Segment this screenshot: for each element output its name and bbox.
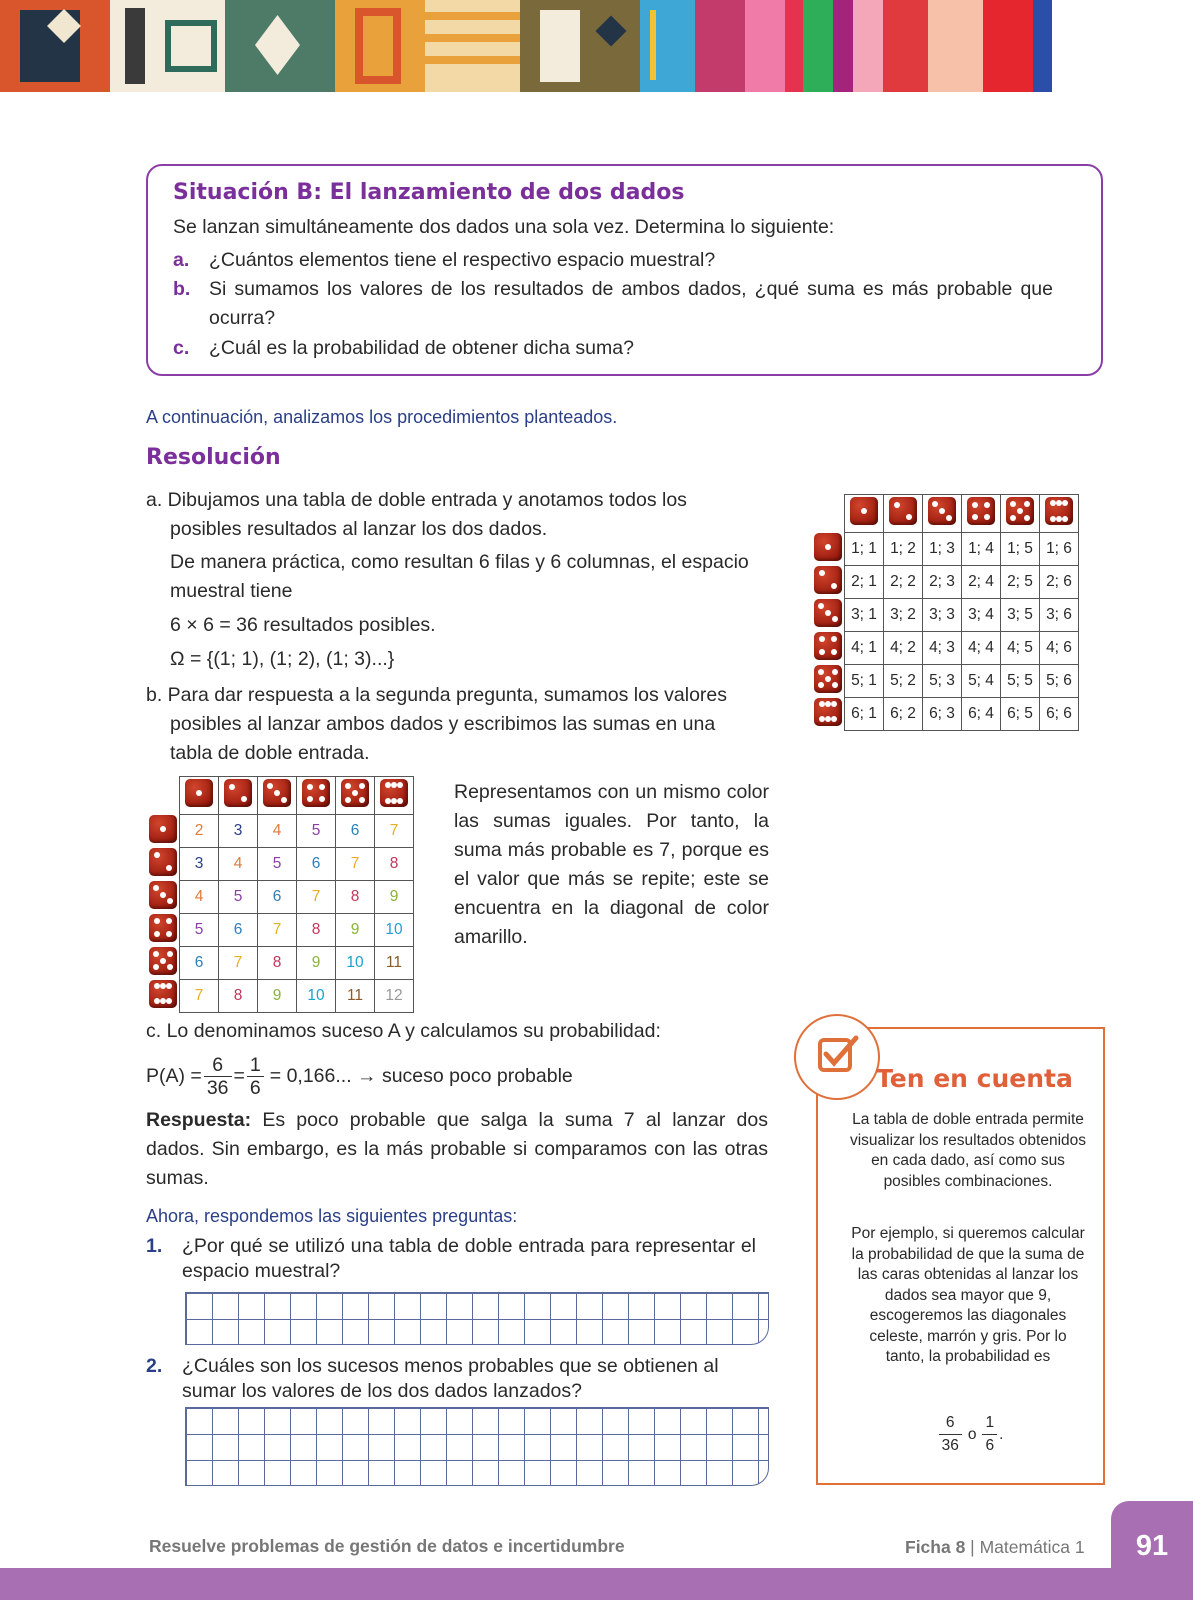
table-cell: 8 [219,980,258,1013]
die-face-1-icon [850,497,878,525]
table-cell: 6 [219,914,258,947]
die-face-4-icon [967,497,995,525]
table-cell: 7 [219,947,258,980]
table-cell: 6; 4 [962,698,1001,731]
die-face-4-icon [149,914,177,942]
ficha-label: Ficha 8 [905,1537,966,1557]
table-cell: 6; 2 [884,698,923,731]
period: . [999,1425,1004,1443]
page-number: 91 [1135,1530,1169,1562]
table-cell: 2; 3 [923,566,962,599]
question-text: ¿Cuáles son los sucesos menos probables que se obtienen al sumar los valores de los dos dados lanzados? [182,1355,719,1402]
table-cell: 9 [258,980,297,1013]
table-row [812,698,1079,731]
die-face-6-icon [1045,497,1073,525]
table-row [147,980,414,1013]
numerator: 1 [247,1054,264,1077]
table-cell: 6; 5 [1001,698,1040,731]
row-header [147,947,180,980]
table-cell: 3; 1 [845,599,884,632]
resolution-a-formula: 6 × 6 = 36 resultados posibles. [170,614,436,636]
item-marker: b. [173,278,191,300]
outcomes-table [812,494,1079,731]
table-cell: 3; 5 [1001,599,1040,632]
column-header [180,777,219,815]
table-cell: 5; 3 [923,665,962,698]
table-row [812,632,1079,665]
die-face-6-icon [814,698,842,726]
item-text: ¿Cuál es la probabilidad de obtener dicha suma? [209,337,634,359]
table-corner [812,495,845,533]
table-cell: 6 [258,881,297,914]
table-row [147,914,414,947]
table-cell: 3 [180,848,219,881]
formula-rest: = 0,166... → suceso poco probable [269,1065,573,1087]
table-cell: 6 [180,947,219,980]
table-cell: 5; 6 [1040,665,1079,698]
table-cell: 6; 3 [923,698,962,731]
column-header [219,777,258,815]
fraction-1-6 [247,1054,264,1099]
table-cell: 10 [375,914,414,947]
resolution-title: Resolución [146,445,281,470]
table-cell: 2; 4 [962,566,1001,599]
die-face-1-icon [185,779,213,807]
question-marker: 2. [146,1355,163,1377]
table-cell: 6; 6 [1040,698,1079,731]
table-cell: 1; 2 [884,533,923,566]
die-face-6-icon [380,779,408,807]
table-row [812,533,1079,566]
column-header [923,495,962,533]
table-cell: 1; 6 [1040,533,1079,566]
column-header [845,495,884,533]
table-row [812,599,1079,632]
table-cell: 4; 5 [1001,632,1040,665]
situation-item-b [173,275,1053,333]
column-header [1040,495,1079,533]
table-cell: 4; 3 [923,632,962,665]
table-cell: 5 [297,815,336,848]
resolution-a-text [146,486,756,544]
answer-area-1[interactable] [185,1292,769,1345]
resolution-a-paragraph: a. Dibujamos una tabla de doble entrada y anotamos todos los posibles resultados al lanzar los dos dados. [146,489,687,540]
table-cell: 5 [180,914,219,947]
decorative-banner [0,0,1193,92]
table-cell: 7 [375,815,414,848]
item-text: ¿Cuántos elementos tiene el respectivo espacio muestral? [209,249,716,271]
textile-pattern [335,0,425,92]
formula-eq: = [233,1065,245,1087]
sums-explanation: Representamos con un mismo color las sumas iguales. Por tanto, la suma más probable es 7, porque es el valor que más se repite; este se encuentra en la diagonal de color amarillo. [454,781,769,948]
table-cell: 4; 2 [884,632,923,665]
table-cell: 10 [297,980,336,1013]
column-header [1001,495,1040,533]
footer-bar [0,1568,1193,1600]
answer-text: Es poco probable que salga la suma 7 al lanzar dos dados. Sin embargo, es la más probable si comparamos con las otras sumas. [146,1109,768,1189]
or-word: o [967,1425,977,1443]
answer-paragraph [146,1106,768,1193]
table-cell: 5; 5 [1001,665,1040,698]
table-cell: 3; 3 [923,599,962,632]
footer-ficha [905,1537,1085,1558]
question-marker: 1. [146,1235,163,1257]
table-cell: 7 [258,914,297,947]
table-cell: 6; 1 [845,698,884,731]
table-cell: 4; 1 [845,632,884,665]
checklist-icon [794,1014,880,1100]
table-row [147,815,414,848]
question-text: ¿Por qué se utilizó una tabla de doble entrada para representar el espacio muestral? [182,1235,756,1282]
table-cell: 1; 3 [923,533,962,566]
numerator: 6 [204,1054,232,1077]
situation-item-c [173,334,1053,363]
table-cell: 2; 2 [884,566,923,599]
table-cell: 7 [336,848,375,881]
table-cell: 3; 2 [884,599,923,632]
row-header [812,632,845,665]
row-header [812,698,845,731]
answer-area-2[interactable] [185,1407,769,1486]
textile-pattern [520,0,640,92]
table-cell: 3; 6 [1040,599,1079,632]
column-header [258,777,297,815]
table-cell: 8 [375,848,414,881]
die-face-3-icon [814,599,842,627]
resolution-a-text2: De manera práctica, como resultan 6 filas y 6 columnas, el espacio muestral tiene [170,551,749,602]
denominator: 6 [249,1077,261,1099]
row-header [812,566,845,599]
table-cell: 9 [336,914,375,947]
item-marker: c. [173,337,190,359]
column-header [375,777,414,815]
table-row [147,881,414,914]
table-row [812,566,1079,599]
textile-pattern [0,0,110,92]
table-cell: 4; 4 [962,632,1001,665]
footer-competency: Resuelve problemas de gestión de datos e incertidumbre [149,1536,625,1556]
table-cell: 8 [297,914,336,947]
situation-intro: Se lanzan simultáneamente dos dados una sola vez. Determina lo siguiente: [173,216,835,238]
table-cell: 12 [375,980,414,1013]
die-face-4-icon [814,632,842,660]
die-face-2-icon [224,779,252,807]
table-cell: 2 [180,815,219,848]
footer-separator: | [965,1537,980,1557]
numerator: 6 [939,1412,962,1435]
probability-formula [146,1054,573,1099]
table-cell: 1; 5 [1001,533,1040,566]
die-face-5-icon [1006,497,1034,525]
table-cell: 8 [258,947,297,980]
table-cell: 9 [297,947,336,980]
denominator: 6 [985,1437,995,1454]
die-face-1-icon [814,533,842,561]
question-2 [146,1354,768,1404]
denominator: 36 [941,1437,959,1454]
table-cell: 5; 1 [845,665,884,698]
table-cell: 4 [219,848,258,881]
column-header [297,777,336,815]
textile-pattern [225,0,335,92]
die-face-5-icon [341,779,369,807]
row-header [147,881,180,914]
column-header [962,495,1001,533]
table-cell: 11 [336,980,375,1013]
table-cell: 11 [375,947,414,980]
formula-lhs: P(A) = [146,1065,202,1087]
die-face-3-icon [263,779,291,807]
denominator: 36 [206,1077,229,1099]
die-face-2-icon [814,566,842,594]
resolution-c-text: c. Lo denominamos suceso A y calculamos su probabilidad: [146,1020,661,1042]
die-face-1-icon [149,815,177,843]
table-cell: 5; 4 [962,665,1001,698]
footer-subject: Matemática 1 [979,1537,1085,1557]
table-cell: 5 [219,881,258,914]
table-cell: 2; 6 [1040,566,1079,599]
item-marker: a. [173,249,190,271]
ten-en-cuenta-fractions [920,1412,1020,1457]
table-row [812,665,1079,698]
fraction-1-6 [982,1412,997,1457]
situation-title: Situación B: El lanzamiento de dos dados [173,180,685,205]
row-header [147,815,180,848]
textile-pattern [640,0,695,92]
resolution-b-text [146,681,756,768]
row-header [147,980,180,1013]
table-corner [147,777,180,815]
questions-title: Ahora, respondemos las siguientes preguntas: [146,1206,518,1226]
table-cell: 2; 5 [1001,566,1040,599]
textile-pattern [425,0,520,92]
item-text: Si sumamos los valores de los resultados de ambos dados, ¿qué suma es más probable que ocurra? [209,278,1053,329]
table-row [147,947,414,980]
row-header [147,914,180,947]
table-row [147,848,414,881]
table-cell: 4 [258,815,297,848]
analysis-intro: A continuación, analizamos los procedimientos planteados. [146,407,618,427]
table-cell: 1; 4 [962,533,1001,566]
column-header [884,495,923,533]
die-face-3-icon [149,881,177,909]
resolution-b-paragraph: b. Para dar respuesta a la segunda pregunta, sumamos los valores posibles al lanzar ambos dados y escribimos las sumas en una tabla de doble entrada. [146,684,728,764]
column-header [336,777,375,815]
row-header [147,848,180,881]
table-cell: 8 [336,881,375,914]
table-cell: 5; 2 [884,665,923,698]
table-cell: 3; 4 [962,599,1001,632]
table-cell: 9 [375,881,414,914]
table-cell: 5 [258,848,297,881]
textile-pattern [110,0,225,92]
die-face-5-icon [149,947,177,975]
die-face-6-icon [149,980,177,1008]
die-face-3-icon [928,497,956,525]
table-cell: 3 [219,815,258,848]
table-cell: 10 [336,947,375,980]
die-face-5-icon [814,665,842,693]
die-face-2-icon [889,497,917,525]
numerator: 1 [982,1412,997,1435]
fraction-6-36 [939,1412,962,1457]
row-header [812,665,845,698]
row-header [812,599,845,632]
table-cell: 4 [180,881,219,914]
ten-en-cuenta-title: Ten en cuenta [876,1064,1073,1093]
table-cell: 4; 6 [1040,632,1079,665]
answer-label: Respuesta: [146,1109,252,1131]
resolution-a-omega: Ω = {(1; 1), (1; 2), (1; 3)...} [170,648,395,670]
table-cell: 2; 1 [845,566,884,599]
table-cell: 6 [297,848,336,881]
ten-en-cuenta-p2: Por ejemplo, si queremos calcular la probabilidad de que la suma de las caras obtenidas al lanzar los dados sea mayor que 9, escogeremos las diagonales celeste, marrón y gris. Por lo tanto, la probabilidad es [851,1225,1085,1365]
table-cell: 7 [180,980,219,1013]
die-face-4-icon [302,779,330,807]
question-1 [146,1234,756,1284]
die-face-2-icon [149,848,177,876]
sums-table [147,776,414,1013]
ten-en-cuenta-p1: La tabla de doble entrada permite visualizar los resultados obtenidos en cada dado, así como sus posibles combinaciones. [849,1111,1087,1190]
table-cell: 1; 1 [845,533,884,566]
table-cell: 7 [297,881,336,914]
table-cell: 6 [336,815,375,848]
situation-item-a [173,246,1053,275]
row-header [812,533,845,566]
fraction-6-36 [204,1054,232,1099]
